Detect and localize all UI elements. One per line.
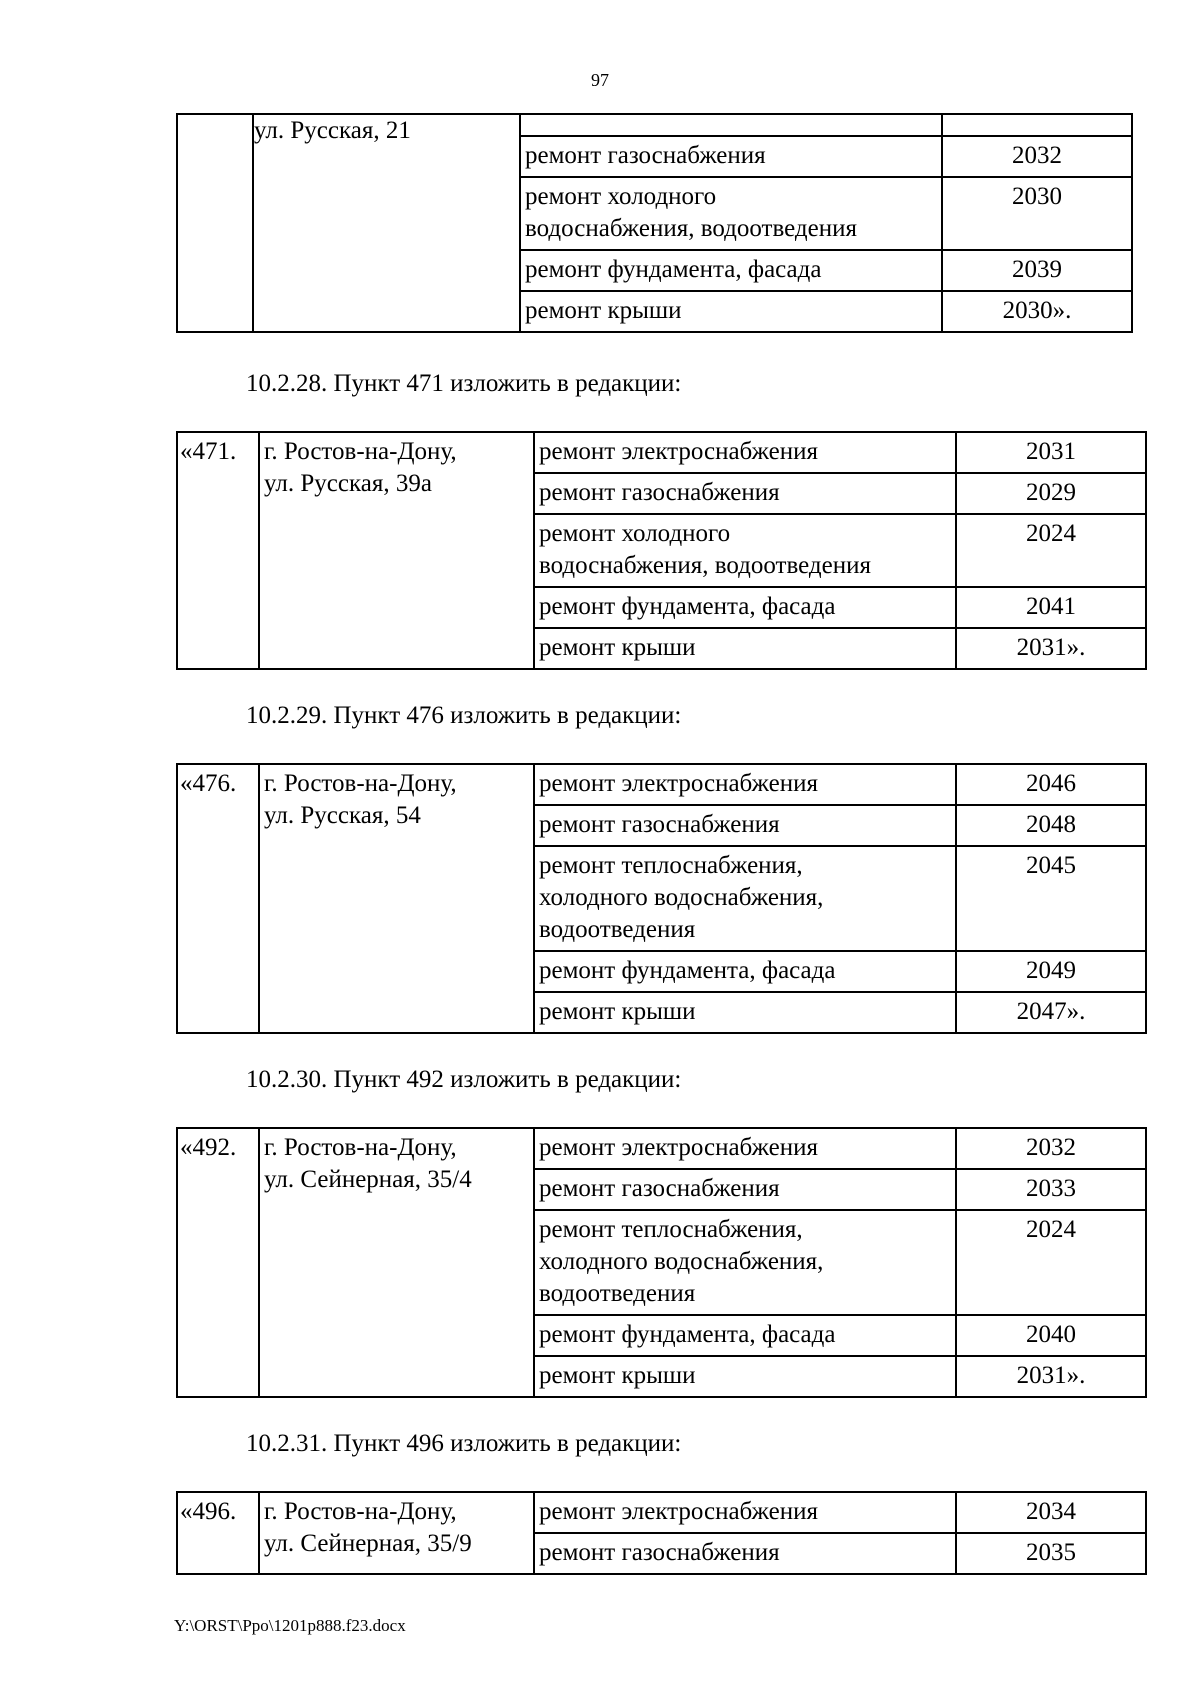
year-cell: 2033 — [956, 1169, 1146, 1210]
table-row — [177, 1492, 1146, 1533]
item-number-cell: «496. — [177, 1492, 259, 1574]
text-line: ремонт фундамента, фасада — [539, 593, 836, 620]
text-line: водоснабжения, водоотведения — [525, 215, 857, 242]
table-row — [177, 1128, 1146, 1169]
text-line: ремонт электроснабжения — [539, 1498, 818, 1525]
year-cell: 2041 — [956, 587, 1146, 628]
address-cell — [259, 432, 534, 669]
table-row — [177, 432, 1146, 473]
address-cell — [259, 1128, 534, 1397]
year-cell: 2049 — [956, 951, 1146, 992]
work-type-cell — [520, 136, 942, 177]
address-cell — [253, 114, 520, 332]
work-type-cell — [534, 1356, 956, 1397]
text-line: ремонт холодного — [525, 183, 717, 210]
empty-cell — [942, 114, 1132, 136]
text-line: ремонт газоснабжения — [539, 1539, 780, 1566]
year-cell: 2031». — [956, 628, 1146, 669]
text-line: ремонт электроснабжения — [539, 1134, 818, 1161]
text-line: ремонт теплоснабжения, — [539, 1216, 803, 1243]
text-line: г. Ростов-на-Дону, — [264, 438, 457, 465]
text-line: водоснабжения, водоотведения — [539, 552, 871, 579]
repair-schedule-table — [176, 1127, 1147, 1398]
year-cell: 2029 — [956, 473, 1146, 514]
text-line: ремонт крыши — [525, 297, 682, 324]
work-type-cell — [534, 1210, 956, 1315]
work-type-cell — [534, 473, 956, 514]
text-line: г. Ростов-на-Дону, — [264, 1134, 457, 1161]
item-number-cell: «471. — [177, 432, 259, 669]
work-type-cell — [534, 1315, 956, 1356]
text-line: ремонт крыши — [539, 1362, 696, 1389]
year-cell: 2032 — [942, 136, 1132, 177]
year-cell: 2035 — [956, 1533, 1146, 1574]
work-type-cell — [534, 1128, 956, 1169]
work-type-cell — [520, 250, 942, 291]
work-type-cell — [534, 587, 956, 628]
repair-schedule-table — [176, 1491, 1147, 1575]
repair-schedule-table — [176, 431, 1147, 670]
year-cell: 2031». — [956, 1356, 1146, 1397]
work-type-cell — [520, 177, 942, 250]
work-type-cell — [534, 992, 956, 1033]
text-line: ул. Сейнерная, 35/9 — [264, 1530, 472, 1557]
section-heading: 10.2.30. Пункт 492 изложить в редакции: — [246, 1066, 682, 1093]
work-type-cell — [534, 805, 956, 846]
text-line: ремонт газоснабжения — [525, 142, 766, 169]
year-cell: 2030». — [942, 291, 1132, 332]
work-type-cell — [534, 432, 956, 473]
text-line: ремонт электроснабжения — [539, 438, 818, 465]
table-row — [177, 114, 1132, 136]
work-type-cell — [520, 291, 942, 332]
text-line: ремонт крыши — [539, 634, 696, 661]
year-cell: 2030 — [942, 177, 1132, 250]
year-cell: 2039 — [942, 250, 1132, 291]
text-line: ремонт холодного — [539, 520, 731, 547]
file-path-footer: Y:\ORST\Ppo\1201p888.f23.docx — [174, 1616, 406, 1635]
text-line: холодного водоснабжения, — [539, 1248, 824, 1275]
year-cell: 2024 — [956, 1210, 1146, 1315]
text-line: г. Ростов-на-Дону, — [264, 1498, 457, 1525]
text-line: ремонт газоснабжения — [539, 479, 780, 506]
year-cell: 2047». — [956, 992, 1146, 1033]
text-line: ул. Русская, 54 — [264, 802, 421, 829]
work-type-cell — [534, 1533, 956, 1574]
year-cell: 2048 — [956, 805, 1146, 846]
work-type-cell — [534, 514, 956, 587]
text-line: ул. Сейнерная, 35/4 — [264, 1166, 472, 1193]
work-type-cell — [534, 846, 956, 951]
empty-cell — [520, 114, 942, 136]
work-type-cell — [534, 1492, 956, 1533]
year-cell: 2046 — [956, 764, 1146, 805]
section-heading: 10.2.29. Пункт 476 изложить в редакции: — [246, 702, 682, 729]
repair-schedule-table — [176, 763, 1147, 1034]
page-number: 97 — [591, 70, 609, 90]
address-cell — [259, 1492, 534, 1574]
year-cell: 2031 — [956, 432, 1146, 473]
text-line: ремонт фундамента, фасада — [539, 1321, 836, 1348]
year-cell: 2045 — [956, 846, 1146, 951]
year-cell: 2024 — [956, 514, 1146, 587]
section-heading: 10.2.31. Пункт 496 изложить в редакции: — [246, 1430, 682, 1457]
section-heading: 10.2.28. Пункт 471 изложить в редакции: — [246, 370, 682, 397]
text-line: ул. Русская, 21 — [254, 117, 411, 144]
text-line: водоотведения — [539, 1280, 696, 1307]
text-line: г. Ростов-на-Дону, — [264, 770, 457, 797]
text-line: ремонт фундамента, фасада — [539, 957, 836, 984]
text-line: водоотведения — [539, 916, 696, 943]
work-type-cell — [534, 951, 956, 992]
repair-schedule-table — [176, 113, 1133, 333]
work-type-cell — [534, 1169, 956, 1210]
item-number-cell: «492. — [177, 1128, 259, 1397]
year-cell: 2040 — [956, 1315, 1146, 1356]
work-type-cell — [534, 628, 956, 669]
text-line: ремонт газоснабжения — [539, 811, 780, 838]
text-line: холодного водоснабжения, — [539, 884, 824, 911]
text-line: ремонт фундамента, фасада — [525, 256, 822, 283]
item-number-cell — [177, 114, 253, 332]
text-line: ремонт крыши — [539, 998, 696, 1025]
item-number-cell: «476. — [177, 764, 259, 1033]
text-line: ремонт газоснабжения — [539, 1175, 780, 1202]
address-cell — [259, 764, 534, 1033]
year-cell: 2032 — [956, 1128, 1146, 1169]
year-cell: 2034 — [956, 1492, 1146, 1533]
text-line: ул. Русская, 39а — [264, 470, 432, 497]
text-line: ремонт электроснабжения — [539, 770, 818, 797]
table-row — [177, 764, 1146, 805]
text-line: ремонт теплоснабжения, — [539, 852, 803, 879]
work-type-cell — [534, 764, 956, 805]
